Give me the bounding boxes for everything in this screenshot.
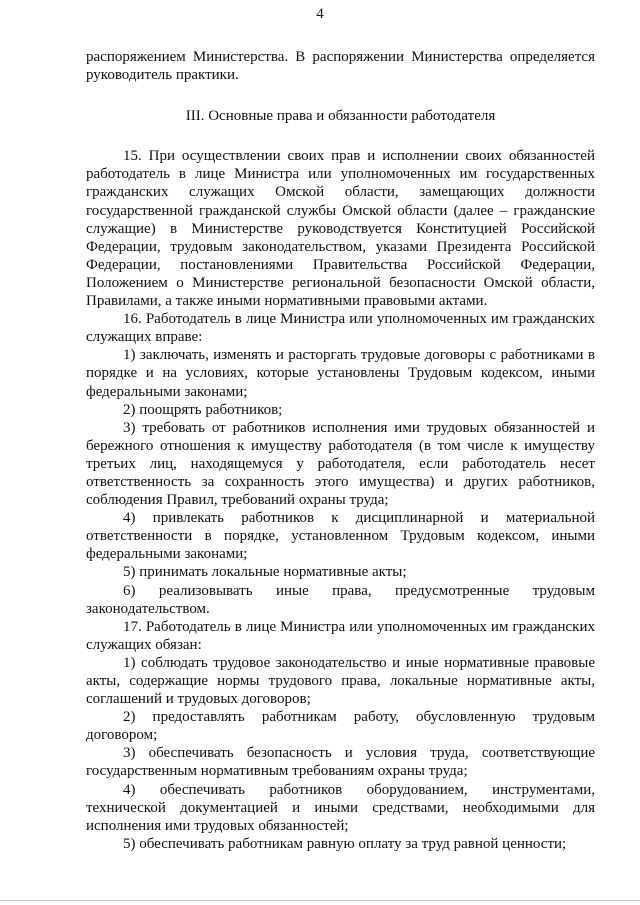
paragraph-16-item-5: 5) принимать локальные нормативные акты; (123, 564, 407, 581)
paragraph-16-item-4: 4) привлекать работников к дисциплинарной и материальной ответственности в порядке, установленном Трудовым кодексом, иными федеральными законами; (86, 510, 595, 563)
paragraph-15: 15. При осуществлении своих прав и исполнении своих обязанностей работодатель в лице Министра или уполномоченных им государственных гражданских служащих Омской области, замещающих должности государственной гражданской службы Омской области (далее – гражданские служащие) в Министерстве руководствуется Конституцией Российской Федерации, трудовым законодательством, указами Президента Российской Федерации, постановлениями Правительства Российской Федерации, Положением о Министерстве региональной безопасности Омской области, Правилами, а также иными нормативными правовыми актами. (86, 148, 595, 310)
paragraph-17-item-2: 2) предоставлять работникам работу, обусловленную трудовым договором; (86, 709, 595, 744)
paragraph-17-item-5: 5) обеспечивать работникам равную оплату за труд равной ценности; (123, 835, 567, 852)
paragraph-16-item-3: 3) требовать от работников исполнения ими трудовых обязанностей и бережного отношения к имуществу работодателя (в том числе к имуществу третьих лиц, находящемуся у работодателя, если работодатель несет ответственность за сохранность этого имущества) и других работников, соблюдения Правил, требований охраны труда; (86, 419, 595, 509)
page-bottom-edge (0, 900, 640, 901)
paragraph-continuation: распоряжением Министерства. В распоряжении Министерства определяется руководитель практики. (86, 49, 595, 84)
paragraph-17-item-1: 1) соблюдать трудовое законодательство и иные нормативные правовые акты, содержащие нормы трудового права, локальные нормативные акты, соглашений и трудовых договоров; (86, 654, 595, 708)
paragraph-16: 16. Работодатель в лице Министра или уполномоченных им гражданских служащих вправе: (86, 311, 595, 346)
paragraph-16-item-6: 6) реализовывать иные права, предусмотренные трудовым законодательством. (86, 582, 595, 617)
paragraph-16-item-2: 2) поощрять работников; (123, 401, 283, 418)
document-body (86, 48, 595, 853)
paragraph-17-item-4: 4) обеспечивать работников оборудованием, инструментами, технической документацией и иными средствами, необходимыми для исполнения ими трудовых обязанностей; (86, 781, 595, 834)
paragraph-16-item-1: 1) заключать, изменять и расторгать трудовые договоры с работниками в порядке и на условиях, которые установлены Трудовым кодексом, иными федеральными законами; (86, 347, 595, 400)
paragraph-17-item-3: 3) обеспечивать безопасность и условия труда, соответствующие государственным нормативным требованиям охраны труда; (86, 745, 595, 780)
paragraph-17: 17. Работодатель в лице Министра или уполномоченных им гражданских служащих обязан: (86, 618, 595, 653)
section-heading: III. Основные права и обязанности работодателя (185, 108, 496, 125)
page-number: 4 (316, 6, 324, 22)
